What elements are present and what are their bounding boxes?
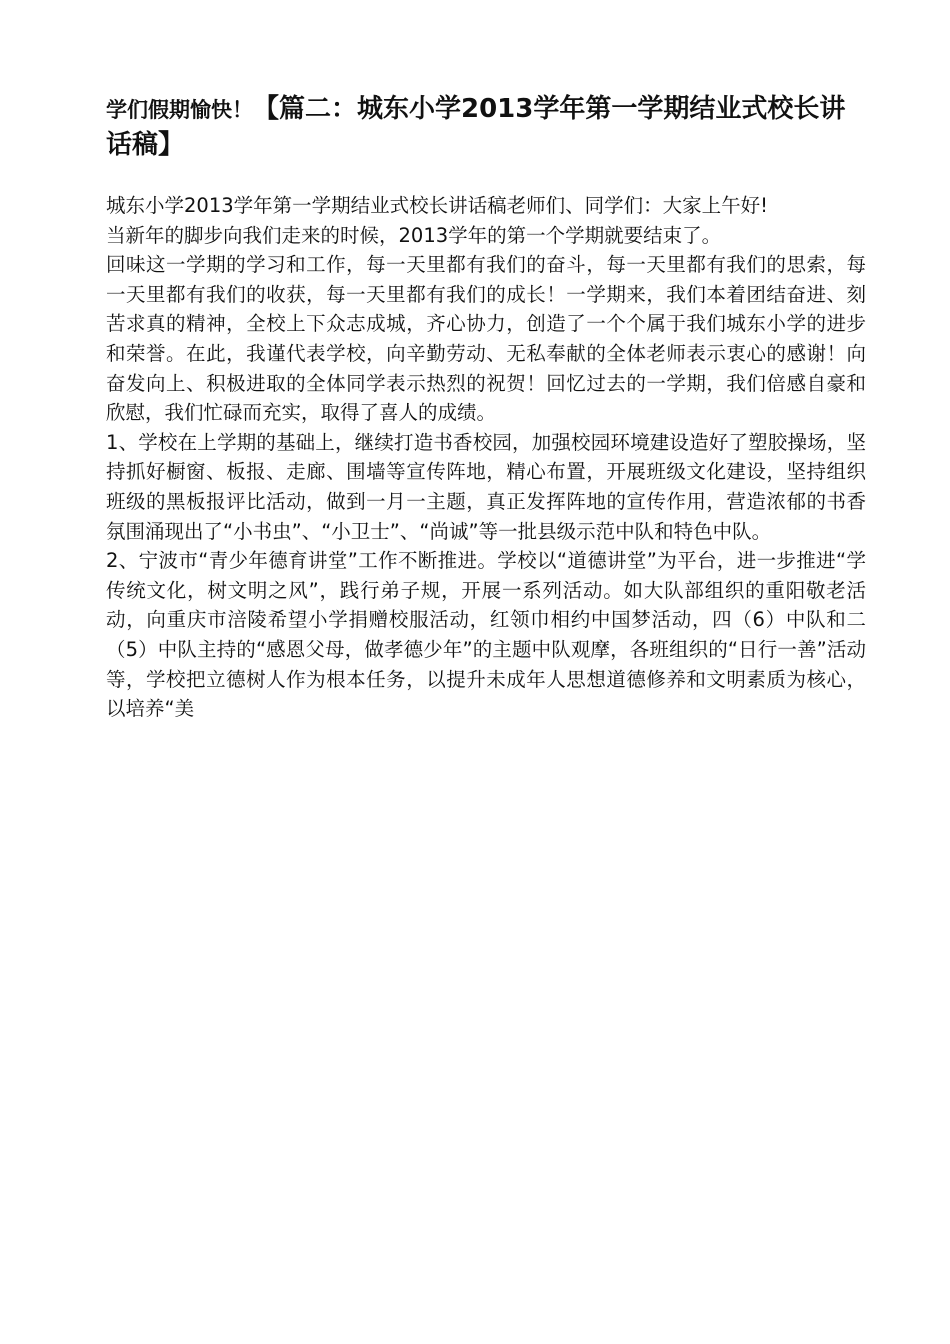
body-paragraph-greeting: 城东小学2013学年第一学期结业式校长讲话稿老师们、同学们：大家上午好! xyxy=(106,194,768,217)
body-paragraph-review: 回味这一学期的学习和工作，每一天里都有我们的奋斗，每一天里都有我们的思索，每一天里都有我们的收获，每一天里都有我们的成长！一学期来，我们本着团结奋进、刻苦求真的精神，全校上下众志成城，齐心协力，创造了一个个属于我们城东小学的进步和荣誉。在此，我谨代表学校，向辛勤劳动、无私奉献的全体老师表示衷心的感谢！向奋发向上、积极进取的全体同学表示热烈的祝贺！回忆过去的一学期，我们倍感自豪和欣慰，我们忙碌而充实，取得了喜人的成绩。 xyxy=(106,253,866,425)
body-paragraph-item-2: 2、宁波市“青少年德育讲堂”工作不断推进。学校以“道德讲堂”为平台，进一步推进“学传统文化，树文明之风”，践行弟子规，开展一系列活动。如大队部组织的重阳敬老活动，向重庆市涪陵希望小学捐赠校服活动，红领巾相约中国梦活动，四（6）中队和二（5）中队主持的“感恩父母，做孝德少年”的主题中队观摩，各班组织的“日行一善”活动等，学校把立德树人作为根本任务，以提升未成年人思想道德修养和文明素质为核心，以培养“美 xyxy=(106,549,866,721)
document-heading xyxy=(106,90,866,161)
body-paragraph-item-1: 1、学校在上学期的基础上，继续打造书香校园，加强校园环境建设造好了塑胶操场，坚持抓好橱窗、板报、走廊、围墙等宣传阵地，精心布置，开展班级文化建设，坚持组织班级的黑板报评比活动，做到一月一主题，真正发挥阵地的宣传作用，营造浓郁的书香氛围涌现出了“小书虫”、“小卫士”、“尚诚”等一批县级示范中队和特色中队。 xyxy=(106,430,866,543)
document-body xyxy=(106,191,866,724)
body-paragraph-intro: 当新年的脚步向我们走来的时候，2013学年的第一个学期就要结束了。 xyxy=(106,223,722,247)
document-page xyxy=(106,90,866,724)
document-title: 【篇二：城东小学2013学年第一学期结业式校长讲话稿】 xyxy=(106,94,846,160)
heading-lead-text: 学们假期愉快！ xyxy=(106,98,253,122)
